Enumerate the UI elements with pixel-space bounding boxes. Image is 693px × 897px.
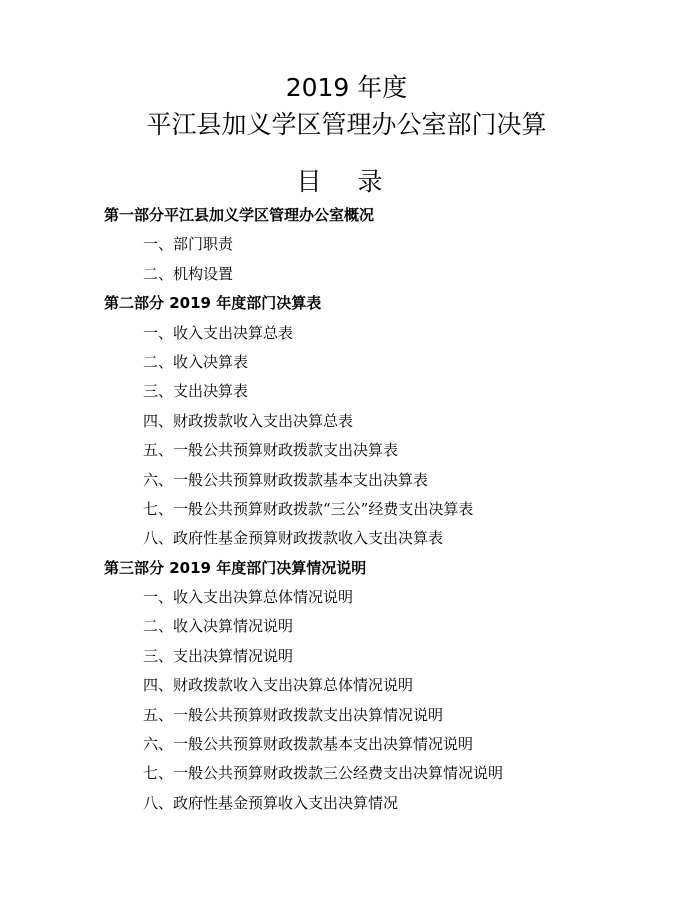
toc-item: 四、财政拨款收入支出决算总表 xyxy=(143,411,354,430)
toc-item: 八、政府性基金预算收入支出决算情况 xyxy=(143,793,399,812)
toc-item: 五、一般公共预算财政拨款支出决算情况说明 xyxy=(143,705,444,724)
toc-item: 一、收入支出决算总体情况说明 xyxy=(143,588,354,607)
toc-item: 一、部门职责 xyxy=(143,235,234,254)
toc-item: 三、支出决算情况说明 xyxy=(143,646,294,665)
toc-part-heading: 第一部分平江县加义学区管理办公室概况 xyxy=(104,206,375,224)
toc-part-heading: 第二部分 2019 年度部门决算表 xyxy=(104,294,322,313)
toc-item: 四、财政拨款收入支出决算总体情况说明 xyxy=(143,676,414,695)
toc-item: 二、收入决算表 xyxy=(143,352,249,371)
toc-item: 一、收入支出决算总表 xyxy=(143,323,294,342)
toc-part-heading: 第三部分 2019 年度部门决算情况说明 xyxy=(104,558,367,577)
toc-item: 六、一般公共预算财政拨款基本支出决算表 xyxy=(143,470,429,489)
document-title-main: 平江县加义学区管理办公室部门决算 xyxy=(146,110,547,139)
toc-item: 六、一般公共预算财政拨款基本支出决算情况说明 xyxy=(143,735,474,754)
document-title-year: 2019 年度 xyxy=(285,73,408,102)
toc-item: 三、支出决算表 xyxy=(143,382,249,401)
toc-item: 七、一般公共预算财政拨款三公经费支出决算情况说明 xyxy=(143,764,504,783)
toc-item: 二、收入决算情况说明 xyxy=(143,617,294,636)
toc-item: 七、一般公共预算财政拨款“三公”经费支出决算表 xyxy=(143,499,474,518)
toc-item: 五、一般公共预算财政拨款支出决算表 xyxy=(143,441,399,460)
table-of-contents xyxy=(0,201,693,818)
toc-item: 八、政府性基金预算财政拨款收入支出决算表 xyxy=(143,529,444,548)
toc-item: 二、机构设置 xyxy=(143,264,234,283)
toc-heading: 目 录 xyxy=(296,167,397,196)
